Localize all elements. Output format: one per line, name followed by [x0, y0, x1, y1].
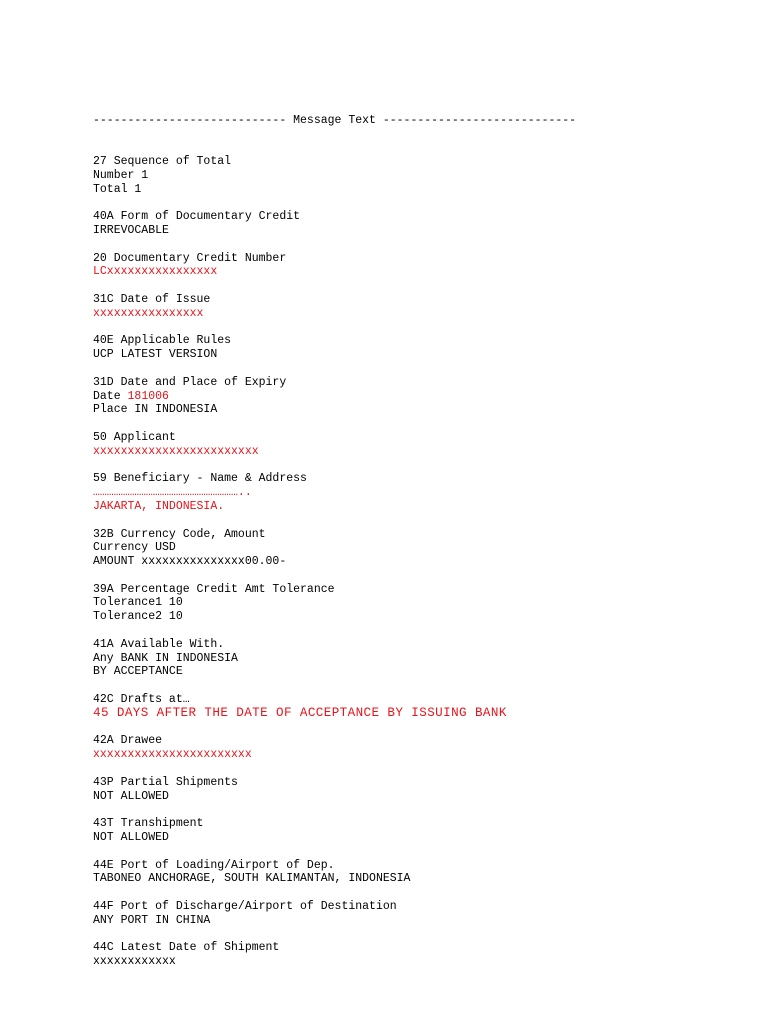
field-value-line [93, 183, 733, 197]
field-value: UCP LATEST VERSION [93, 348, 218, 362]
field-value-line [93, 486, 733, 500]
field-value: NOT ALLOWED [93, 831, 169, 845]
field-block [93, 859, 733, 887]
field-block [93, 693, 733, 721]
field-value-line [93, 955, 733, 969]
field-value: Total 1 [93, 182, 142, 196]
field-block [93, 941, 733, 969]
field-spacer [93, 417, 733, 431]
field-value-line [93, 265, 733, 279]
field-title: 32B Currency Code, Amount [93, 527, 266, 541]
field-title: 31D Date and Place of Expiry [93, 375, 287, 389]
highlighted-value: 45 DAYS AFTER THE DATE OF ACCEPTANCE BY ISSUING BANK [93, 705, 507, 720]
field-block [93, 472, 733, 513]
field-value-line [93, 665, 733, 679]
field-title: 39A Percentage Credit Amt Tolerance [93, 582, 335, 596]
field-spacer [93, 886, 733, 900]
field-spacer [93, 362, 733, 376]
field-block [93, 638, 733, 679]
highlighted-value: 181006 [127, 389, 169, 403]
field-value: IRREVOCABLE [93, 223, 169, 237]
field-value-line [93, 872, 733, 886]
field-spacer [93, 514, 733, 528]
field-spacer [93, 624, 733, 638]
field-spacer [93, 721, 733, 735]
field-value-line [93, 831, 733, 845]
field-value: Tolerance1 10 [93, 596, 183, 610]
highlighted-value: xxxxxxxxxxxxxxxxxxxxxxxx [93, 444, 259, 458]
field-title: 44F Port of Discharge/Airport of Destination [93, 900, 397, 914]
field-value-line [93, 348, 733, 362]
field-block [93, 900, 733, 928]
field-value-line [93, 610, 733, 624]
field-value-line [93, 914, 733, 928]
field-spacer [93, 679, 733, 693]
field-title: 20 Documentary Credit Number [93, 251, 287, 265]
field-spacer [93, 845, 733, 859]
field-value: AMOUNT xxxxxxxxxxxxxxx00.00- [93, 555, 287, 569]
field-spacer [93, 803, 733, 817]
field-title: 42A Drawee [93, 734, 163, 748]
field-block [93, 334, 733, 362]
field-title: 31C Date of Issue [93, 292, 211, 306]
field-title: 50 Applicant [93, 430, 176, 444]
field-value-line [93, 224, 733, 238]
field-spacer [93, 569, 733, 583]
field-block [93, 734, 733, 762]
message-fields [93, 155, 733, 969]
field-value-line [93, 541, 733, 555]
field-value: Tolerance2 10 [93, 610, 183, 624]
field-title: 40E Applicable Rules [93, 334, 232, 348]
field-block [93, 431, 733, 459]
field-value: Place IN INDONESIA [93, 403, 218, 417]
field-title: 43P Partial Shipments [93, 775, 238, 789]
field-title: 40A Form of Documentary Credit [93, 210, 301, 224]
field-value-label: Date [93, 389, 128, 403]
field-value: NOT ALLOWED [93, 789, 169, 803]
field-block [93, 817, 733, 845]
field-title: 27 Sequence of Total [93, 154, 232, 168]
field-value-line [93, 445, 733, 459]
field-value-line [93, 790, 733, 804]
field-value: ANY PORT IN CHINA [93, 913, 211, 927]
field-title: 41A Available With. [93, 637, 225, 651]
field-title: 43T Transhipment [93, 817, 204, 831]
field-value: Number 1 [93, 168, 149, 182]
field-title: 44E Port of Loading/Airport of Dep. [93, 858, 335, 872]
field-spacer [93, 196, 733, 210]
highlighted-value: xxxxxxxxxxxxxxxx [93, 306, 204, 320]
field-spacer [93, 762, 733, 776]
field-spacer [93, 459, 733, 473]
field-value-line [93, 390, 733, 404]
field-value-line [93, 596, 733, 610]
field-block [93, 252, 733, 280]
highlighted-value: xxxxxxxxxxxxxxxxxxxxxxx [93, 748, 252, 762]
field-spacer [93, 928, 733, 942]
field-value-line [93, 403, 733, 417]
field-value: Any BANK IN INDONESIA [93, 651, 238, 665]
field-value-line [93, 500, 733, 514]
field-title: 59 Beneficiary - Name & Address [93, 472, 307, 486]
field-block [93, 293, 733, 321]
field-title: 42C Drafts at… [93, 693, 190, 707]
field-value-line [93, 748, 733, 762]
highlighted-value: ……………………………………………………….. [93, 486, 252, 500]
field-value-line [93, 652, 733, 666]
field-block [93, 376, 733, 417]
field-value: TABONEO ANCHORAGE, SOUTH KALIMANTAN, INDONESIA [93, 872, 411, 886]
field-block [93, 210, 733, 238]
field-value: xxxxxxxxxxxx [93, 955, 176, 969]
field-value-line [93, 169, 733, 183]
field-spacer [93, 279, 733, 293]
field-block [93, 583, 733, 624]
field-block [93, 155, 733, 196]
field-value-line [93, 555, 733, 569]
field-value-line [93, 707, 733, 721]
highlighted-value: LCxxxxxxxxxxxxxxxx [93, 265, 218, 279]
field-title: 44C Latest Date of Shipment [93, 941, 280, 955]
field-value: Currency USD [93, 541, 176, 555]
highlighted-value: JAKARTA, INDONESIA. [93, 499, 225, 513]
field-block [93, 776, 733, 804]
field-spacer [93, 238, 733, 252]
swift-message-document [93, 86, 733, 983]
field-value: BY ACCEPTANCE [93, 665, 183, 679]
field-value-line [93, 307, 733, 321]
field-spacer [93, 321, 733, 335]
field-block [93, 528, 733, 569]
message-text-header: ---------------------------- Message Text ---------------------------- [93, 113, 577, 127]
